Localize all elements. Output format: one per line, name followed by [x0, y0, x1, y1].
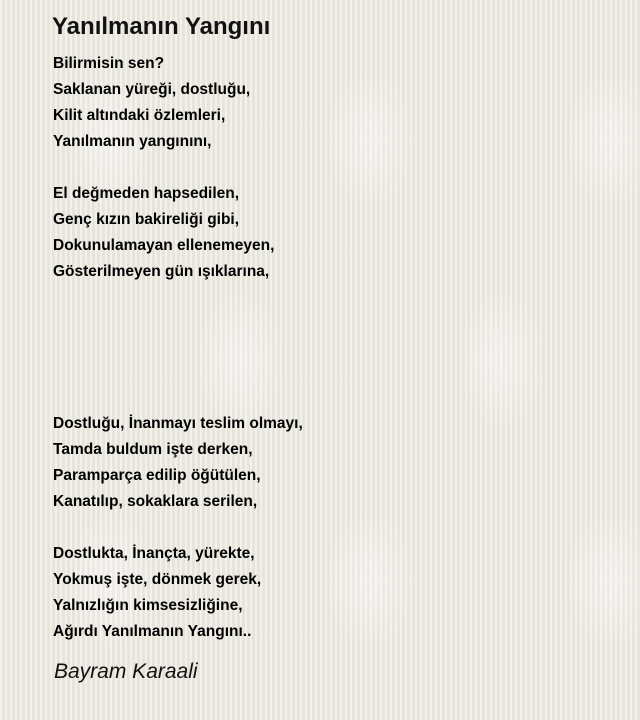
poem-line: Dostlukta, İnançta, yürekte,	[53, 545, 255, 562]
poem-line: Paramparça edilip öğütülen,	[53, 467, 261, 484]
poem-line: El değmeden hapsedilen,	[53, 185, 240, 202]
poem-line: Yalnızlığın kimsesizliğine,	[53, 597, 243, 614]
poem-line: Dostluğu, İnanmayı teslim olmayı,	[53, 415, 303, 432]
poem-line: Ağırdı Yanılmanın Yangını..	[53, 623, 252, 640]
poem-stanza-1	[53, 51, 250, 155]
poem-line: Yokmuş işte, dönmek gerek,	[53, 571, 262, 588]
poem-stanza-2	[53, 181, 274, 285]
poem-line: Yanılmanın yangınını,	[53, 133, 212, 150]
poem-line: Genç kızın bakireliği gibi,	[53, 211, 240, 228]
poem-title: Yanılmanın Yangını	[52, 13, 271, 40]
poem-line: Bilirmisin sen?	[53, 55, 165, 72]
poem-line: Saklanan yüreği, dostluğu,	[53, 81, 251, 98]
poem-line: Kilit altındaki özlemleri,	[53, 107, 226, 124]
poem-line: Tamda buldum işte derken,	[53, 441, 253, 458]
poem-line: Dokunulamayan ellenemeyen,	[53, 237, 275, 254]
poem-author: Bayram Karaali	[54, 660, 198, 683]
poem-stanza-4	[53, 541, 261, 645]
poem-line: Gösterilmeyen gün ışıklarına,	[53, 263, 270, 280]
poem-stanza-3	[53, 411, 303, 515]
poem-line: Kanatılıp, sokaklara serilen,	[53, 493, 258, 510]
